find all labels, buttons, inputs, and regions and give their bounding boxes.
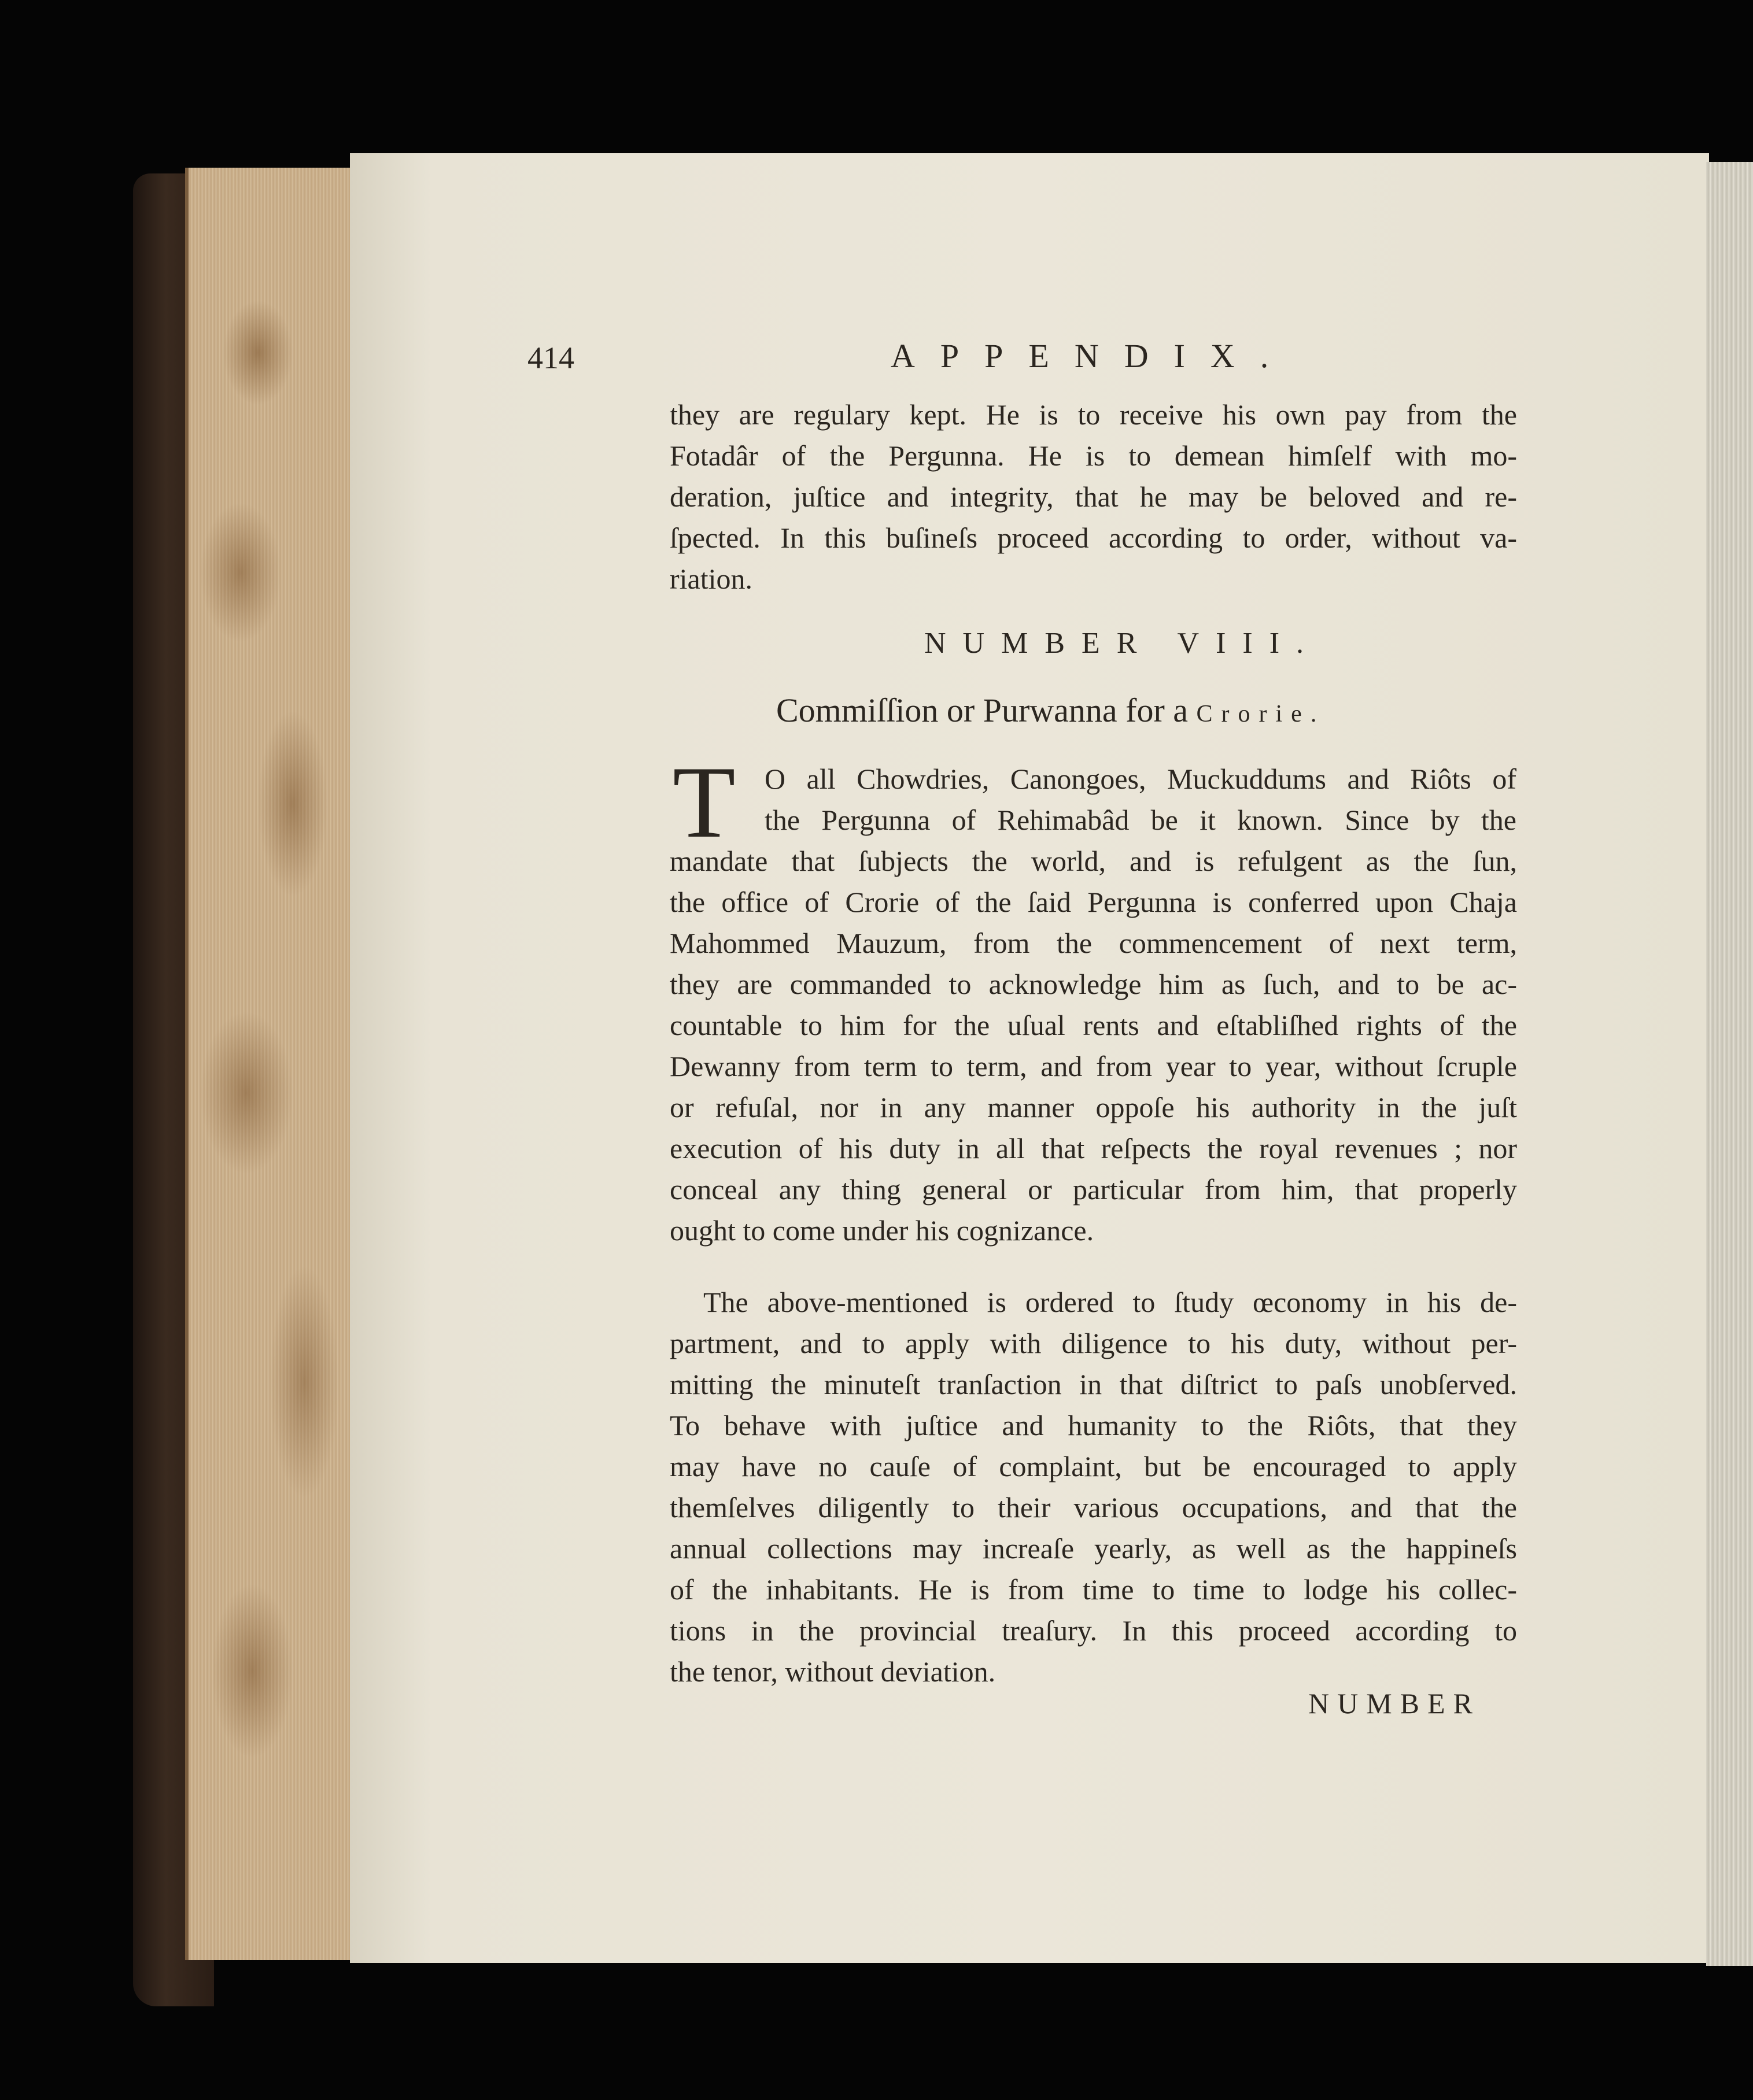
text-line: riation. [670, 563, 753, 595]
commission-title-smallcaps: Crorie. [1196, 701, 1326, 727]
text-line: The above-mentioned is ordered to ſtudy œconomy in his de- [703, 1286, 1517, 1318]
drop-cap: T [673, 745, 736, 859]
text-line: To behave with juſtice and humanity to the Riôts, that they [670, 1409, 1517, 1441]
text-line: mitting the minuteſt tranſaction in that diſtrict to paſs unobſerved. [670, 1368, 1517, 1400]
text-line: or refuſal, nor in any manner oppoſe his authority in the juſt [670, 1091, 1517, 1123]
text-line: Dewanny from term to term, and from year to year, without ſcruple [670, 1050, 1517, 1082]
text-line: tions in the provincial treaſury. In this proceed according to [670, 1614, 1517, 1647]
text-line: countable to him for the uſual rents and eſtabliſhed rights of the [670, 1009, 1517, 1041]
text-line: partment, and to apply with diligence to his duty, without per- [670, 1327, 1517, 1359]
text-line: Fotadâr of the Pergunna. He is to demean himſelf with mo- [670, 439, 1517, 472]
section-heading: NUMBER VIII. [924, 627, 1321, 660]
page-number: 414 [527, 341, 574, 375]
facing-page-edge [1706, 162, 1753, 1966]
text-line: O all Chowdries, Canongoes, Muckuddums and Riôts of [765, 763, 1516, 795]
text-line: the office of Crorie of the ſaid Pergunna is conferred upon Chaja [670, 886, 1517, 918]
text-line: deration, juſtice and integrity, that he may be beloved and re- [670, 480, 1517, 513]
paragraph-1 [670, 841, 1517, 1251]
commission-title-main: Commiſſion or Purwanna for a [776, 692, 1189, 729]
text-line: ought to come under his cognizance. [670, 1214, 1094, 1247]
text-line: they are regulary kept. He is to receive his own pay from the [670, 398, 1517, 431]
text-line: the tenor, without deviation. [670, 1655, 996, 1688]
text-line: themſelves diligently to their various occupations, and that the [670, 1491, 1517, 1524]
text-line: may have no cauſe of complaint, but be encouraged to apply [670, 1450, 1517, 1482]
catchword: NUMBER [1308, 1687, 1481, 1720]
text-line: Mahommed Mauzum, from the commencement of next term, [670, 927, 1517, 959]
text-line: of the inhabitants. He is from time to time to lodge his collec- [670, 1573, 1517, 1606]
text-line: mandate that ſubjects the world, and is refulgent as the ſun, [670, 845, 1517, 877]
text-line: conceal any thing general or particular from him, that properly [670, 1173, 1517, 1206]
text-line: ſpected. In this buſineſs proceed according to order, without va- [670, 522, 1517, 554]
paragraph-2 [670, 1282, 1517, 1692]
continuation-text [670, 394, 1517, 600]
text-line: the Pergunna of Rehimabâd be it known. Since by the [765, 804, 1516, 836]
text-line: annual collections may increaſe yearly, as well as the happineſs [670, 1532, 1517, 1565]
text-line: they are commanded to acknowledge him as ſuch, and to be ac- [670, 968, 1517, 1000]
text-line: execution of his duty in all that reſpects the royal revenues ; nor [670, 1132, 1517, 1164]
commission-title [776, 691, 1325, 730]
page-block-edge [185, 168, 356, 1960]
running-head: APPENDIX. [891, 337, 1294, 375]
paragraph-1-indented [765, 759, 1516, 841]
